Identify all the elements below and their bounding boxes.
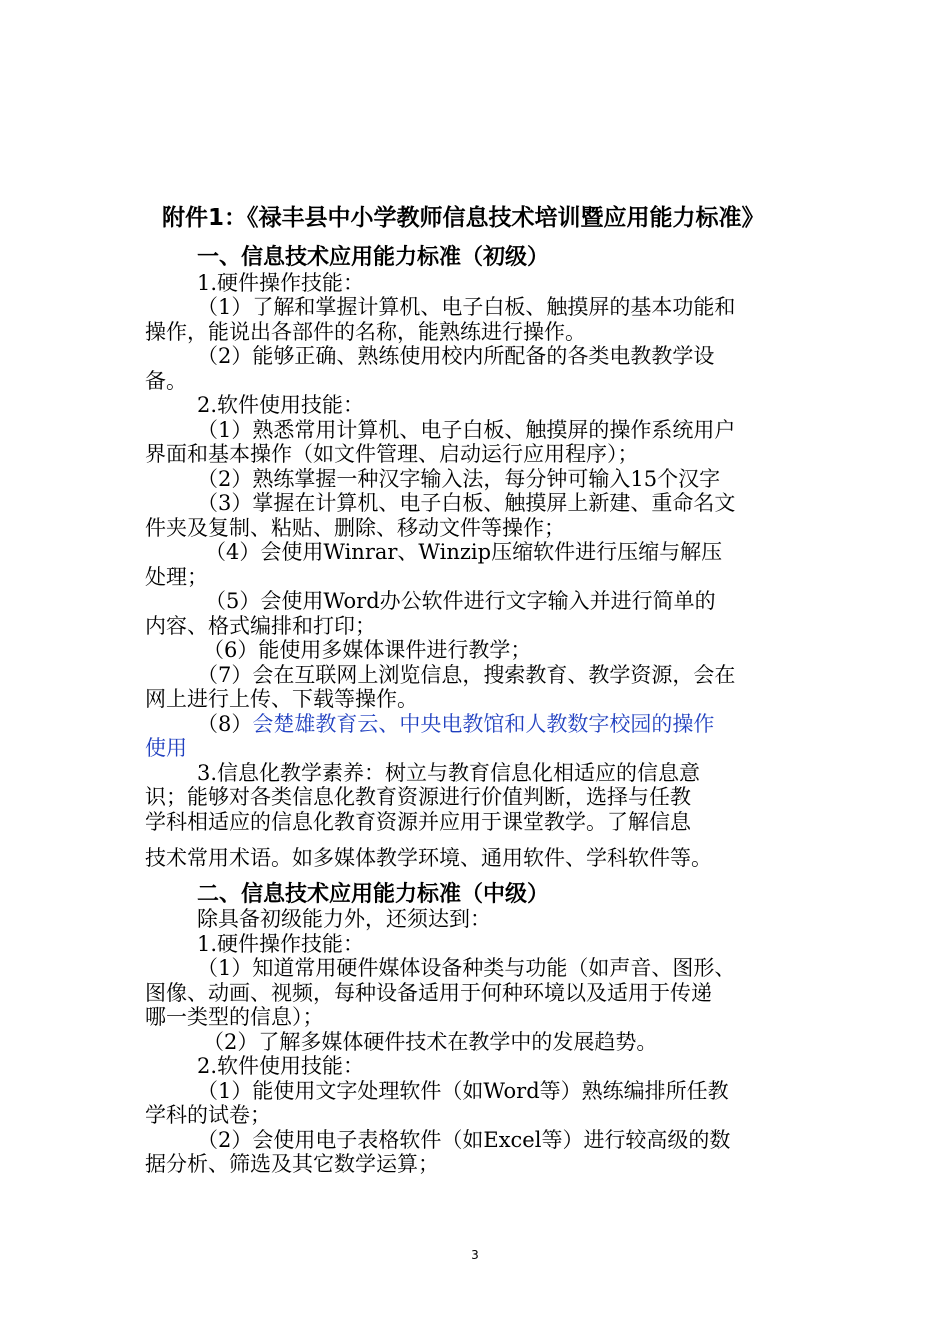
paragraph-line: 界面和基本操作（如文件管理、启动运行应用程序）； — [145, 442, 639, 466]
paragraph-line: 图像、动画、视频，每种设备适用于何种环境以及适用于传递 — [145, 980, 712, 1005]
page-number: 3 — [471, 1248, 479, 1262]
paragraph-line: 内容、格式编排和打印； — [145, 613, 376, 638]
paragraph-line: 技术常用术语。如多媒体教学环境、通用软件、学科软件等。 — [145, 846, 712, 870]
paragraph-line: （3）掌握在计算机、电子白板、触摸屏上新建、重命名文 — [197, 491, 736, 515]
item-number: （8） — [197, 711, 253, 736]
highlighted-text: 会楚雄教育云、中央电教馆和人教数字校园的操作 — [252, 711, 715, 736]
paragraph-line: 1.硬件操作技能： — [197, 270, 365, 295]
section-heading-intermediate: 二、信息技术应用能力标准（中级） — [197, 881, 550, 907]
paragraph-line: （2）了解多媒体硬件技术在教学中的发展趋势。 — [203, 1029, 658, 1054]
paragraph-line: （6）能使用多媒体课件进行教学； — [203, 638, 532, 662]
paragraph-line: （1）知道常用硬件媒体设备种类与功能（如声音、图形、 — [197, 956, 736, 980]
paragraph-line: （1）了解和掌握计算机、电子白板、触摸屏的基本功能和 — [197, 295, 736, 319]
paragraph-line: 除具备初级能力外，还须达到： — [197, 907, 491, 931]
paragraph-line: 3.信息化教学素养：树立与教育信息化相适应的信息意 — [197, 760, 701, 785]
paragraph-line — [145, 712, 810, 737]
paragraph-line: （2）熟练掌握一种汉字输入法，每分钟可输入15个汉字 — [197, 466, 721, 491]
paragraph-line: 2.软件使用技能： — [197, 1054, 365, 1078]
paragraph-line: （2）能够正确、熟练使用校内所配备的各类电教教学设 — [197, 344, 715, 368]
paragraph-line: （1）熟悉常用计算机、电子白板、触摸屏的操作系统用户 — [197, 417, 736, 442]
paragraph-line: 操作，能说出各部件的名称，能熟练进行操作。 — [145, 319, 586, 344]
paragraph-line: （4）会使用Winrar、Winzip压缩软件进行压缩与解压 — [205, 540, 723, 564]
paragraph-line: 处理； — [145, 564, 208, 589]
highlighted-text: 使用 — [145, 736, 187, 760]
paragraph-line: 据分析、筛选及其它数学运算； — [145, 1152, 439, 1176]
paragraph-line: 网上进行上传、下载等操作。 — [145, 687, 418, 711]
paragraph-line: 件夹及复制、粘贴、删除、移动文件等操作； — [145, 515, 565, 540]
document-body — [145, 246, 810, 1177]
paragraph-line: （5）会使用Word办公软件进行文字输入并进行简单的 — [205, 589, 716, 613]
paragraph-line: 2.软件使用技能： — [197, 393, 365, 417]
document-title: 附件1：《禄丰县中小学教师信息技术培训暨应用能力标准》 — [162, 205, 765, 231]
paragraph-line: 识；能够对各类信息化教育资源进行价值判断，选择与任教 — [145, 785, 691, 809]
section-heading-basic: 一、信息技术应用能力标准（初级） — [197, 245, 550, 270]
paragraph-line: 学科相适应的信息化教育资源并应用于课堂教学。了解信息 — [145, 809, 691, 834]
paragraph-line: 哪一类型的信息）； — [145, 1005, 324, 1029]
paragraph-line: （2）会使用电子表格软件（如Excel等）进行较高级的数 — [197, 1127, 731, 1152]
paragraph-line: 1.硬件操作技能： — [197, 931, 365, 956]
paragraph-line: 备。 — [145, 368, 187, 393]
paragraph-line: （1）能使用文字处理软件（如Word等）熟练编排所任教 — [197, 1078, 729, 1103]
paragraph-line: 学科的试卷； — [145, 1103, 271, 1127]
paragraph-line: （7）会在互联网上浏览信息，搜索教育、教学资源，会在 — [197, 662, 736, 687]
